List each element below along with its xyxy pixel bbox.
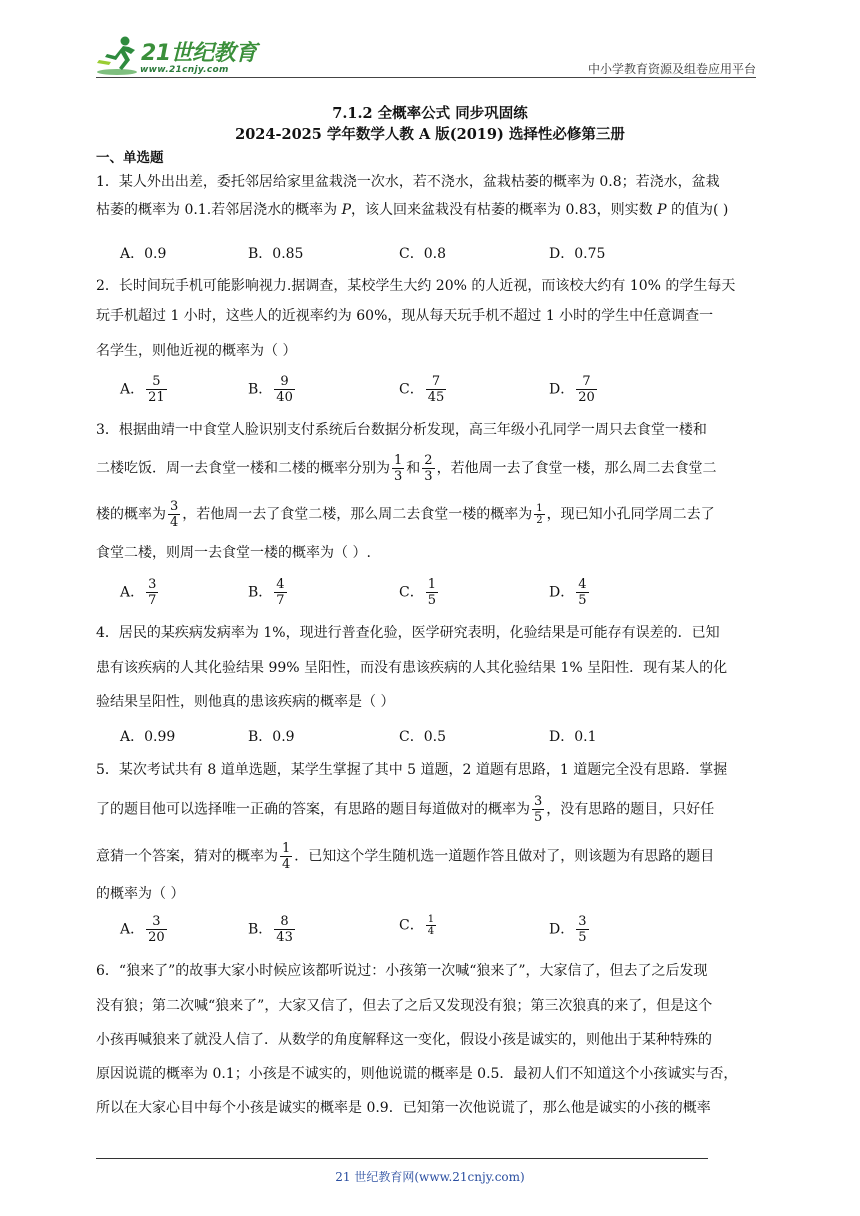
footer-divider — [96, 1158, 708, 1159]
q3-option-d[interactable]: D． $\frac{4}{5}$ — [549, 577, 587, 608]
site-logo[interactable] — [95, 34, 260, 78]
q1-option-b[interactable]: B．0.85 — [248, 246, 304, 262]
q5-text: 了的题目他可以选择唯一正确的答案，有思路的题目每道做对的概率为 $\frac{3}{5}$ ，没有思路的题目，只好任 — [96, 794, 715, 825]
footer-link[interactable]: 21 世纪教育网(www.21cnjy.com) — [335, 1170, 525, 1184]
q4-option-b[interactable]: B．0.9 — [248, 729, 295, 745]
page-title: 7.1.2 全概率公式 同步巩固练 — [332, 105, 528, 122]
q2-text: 玩手机超过 1 小时，这些人的近视率约为 60%，现从每天玩手机不超过 1 小时的学生中任意调查一 — [96, 308, 714, 324]
q3-option-a[interactable]: A． $\frac{3}{7}$ — [120, 577, 157, 608]
q6-text: 原因说谎的概率为 0.1；小孩是不诚实的，则他说谎的概率是 0.5．最初人们不知道这个小孩诚实与否， — [96, 1066, 738, 1082]
q3-option-c[interactable]: C． $\frac{1}{5}$ — [399, 577, 436, 608]
q5-option-a[interactable]: A． $\frac{3}{20}$ — [120, 914, 165, 945]
q5-text: 意猜一个答案，猜对的概率为 $\frac{1}{4}$ ．已知这个学生随机选一道题作答且做对了，则该题为有思路的题目 — [96, 841, 715, 872]
q2-option-d[interactable]: D． $\frac{7}{20}$ — [549, 374, 595, 405]
section-heading: 一、单选题 — [96, 150, 164, 166]
q2-text: 名学生，则他近视的概率为（ ） — [96, 343, 297, 359]
q5-text: 的概率为（ ） — [96, 886, 185, 902]
platform-name: 中小学教育资源及组卷应用平台 — [587, 62, 756, 76]
q6-text: 小孩再喊狼来了就没人信了．从数学的角度解释这一变化，假设小孩是诚实的，则他出于某种特殊的 — [96, 1032, 712, 1048]
runner-icon — [95, 34, 143, 78]
q2-text: 2．长时间玩手机可能影响视力.据调查，某校学生大约 20% 的人近视，而该校大约有 10% 的学生每天 — [96, 278, 736, 294]
q5-option-b[interactable]: B． $\frac{8}{43}$ — [248, 914, 293, 945]
q1-option-c[interactable]: C．0.8 — [399, 246, 446, 262]
q4-option-c[interactable]: C．0.5 — [399, 729, 446, 745]
q2-option-b[interactable]: B． $\frac{9}{40}$ — [248, 374, 293, 405]
q4-option-d[interactable]: D．0.1 — [549, 729, 597, 745]
q6-text: 所以在大家心目中每个小孩是诚实的概率是 0.9．已知第一次他说谎了，那么他是诚实的小孩的概率 — [96, 1100, 711, 1116]
q1-option-d[interactable]: D．0.75 — [549, 246, 606, 262]
q3-text: 楼的概率为 $\frac{3}{4}$ ，若他周一去了食堂二楼，那么周二去食堂一楼的概率为 $\frac{1}{2}$ ，现已知小孔同学周二去了 — [96, 499, 715, 530]
q5-option-d[interactable]: D． $\frac{3}{5}$ — [549, 914, 587, 945]
q6-text: 6．“狼来了”的故事大家小时候应该都听说过：小孩第一次喊“狼来了”，大家信了，但去了之后发现 — [96, 963, 708, 979]
q3-text: 食堂二楼，则周一去食堂一楼的概率为（ ）. — [96, 545, 371, 561]
q1-text: 1．某人外出出差，委托邻居给家里盆栽浇一次水，若不浇水，盆栽枯萎的概率为 0.8；若浇水，盆栽 — [96, 174, 720, 190]
q2-option-c[interactable]: C． $\frac{7}{45}$ — [399, 374, 445, 405]
q1-text: 枯萎的概率为 0.1.若邻居浇水的概率为 P，该人回来盆栽没有枯萎的概率为 0.83，则实数 P 的值为( ) — [96, 202, 729, 218]
header-divider — [96, 77, 756, 78]
q4-text: 4．居民的某疾病发病率为 1%，现进行普查化验，医学研究表明，化验结果是可能存有误差的．已知 — [96, 625, 720, 641]
logo-text: 21世纪教育 — [141, 41, 257, 66]
q6-text: 没有狼；第二次喊“狼来了”，大家又信了，但去了之后又发现没有狼；第三次狼真的来了，但是这个 — [96, 998, 713, 1014]
q5-option-c[interactable]: C． $\frac{1}{4}$ — [399, 914, 435, 937]
q4-text: 验结果呈阳性，则他真的患该疾病的概率是（ ） — [96, 694, 395, 710]
q4-text: 患有该疾病的人其化验结果 99% 呈阳性，而没有患该疾病的人其化验结果 1% 呈阳性．现有某人的化 — [96, 660, 728, 676]
q3-text: 二楼吃饭．周一去食堂一楼和二楼的概率分别为 $\frac{1}{3}$ 和 $\frac{2}{3}$ ，若他周一去了食堂一楼，那么周二去食堂二 — [96, 453, 717, 484]
q2-option-a[interactable]: A． $\frac{5}{21}$ — [120, 374, 165, 405]
q1-option-a[interactable]: A．0.9 — [120, 246, 167, 262]
q4-option-a[interactable]: A．0.99 — [120, 729, 176, 745]
logo-url: www.21cnjy.com — [140, 65, 229, 75]
page-subtitle: 2024-2025 学年数学人教 A 版(2019) 选择性必修第三册 — [235, 126, 625, 143]
q3-text: 3．根据曲靖一中食堂人脸识别支付系统后台数据分析发现，高三年级小孔同学一周只去食堂一楼和 — [96, 422, 707, 438]
q3-option-b[interactable]: B． $\frac{4}{7}$ — [248, 577, 285, 608]
q5-text: 5．某次考试共有 8 道单选题，某学生掌握了其中 5 道题，2 道题有思路，1 道题完全没有思路．掌握 — [96, 762, 728, 778]
